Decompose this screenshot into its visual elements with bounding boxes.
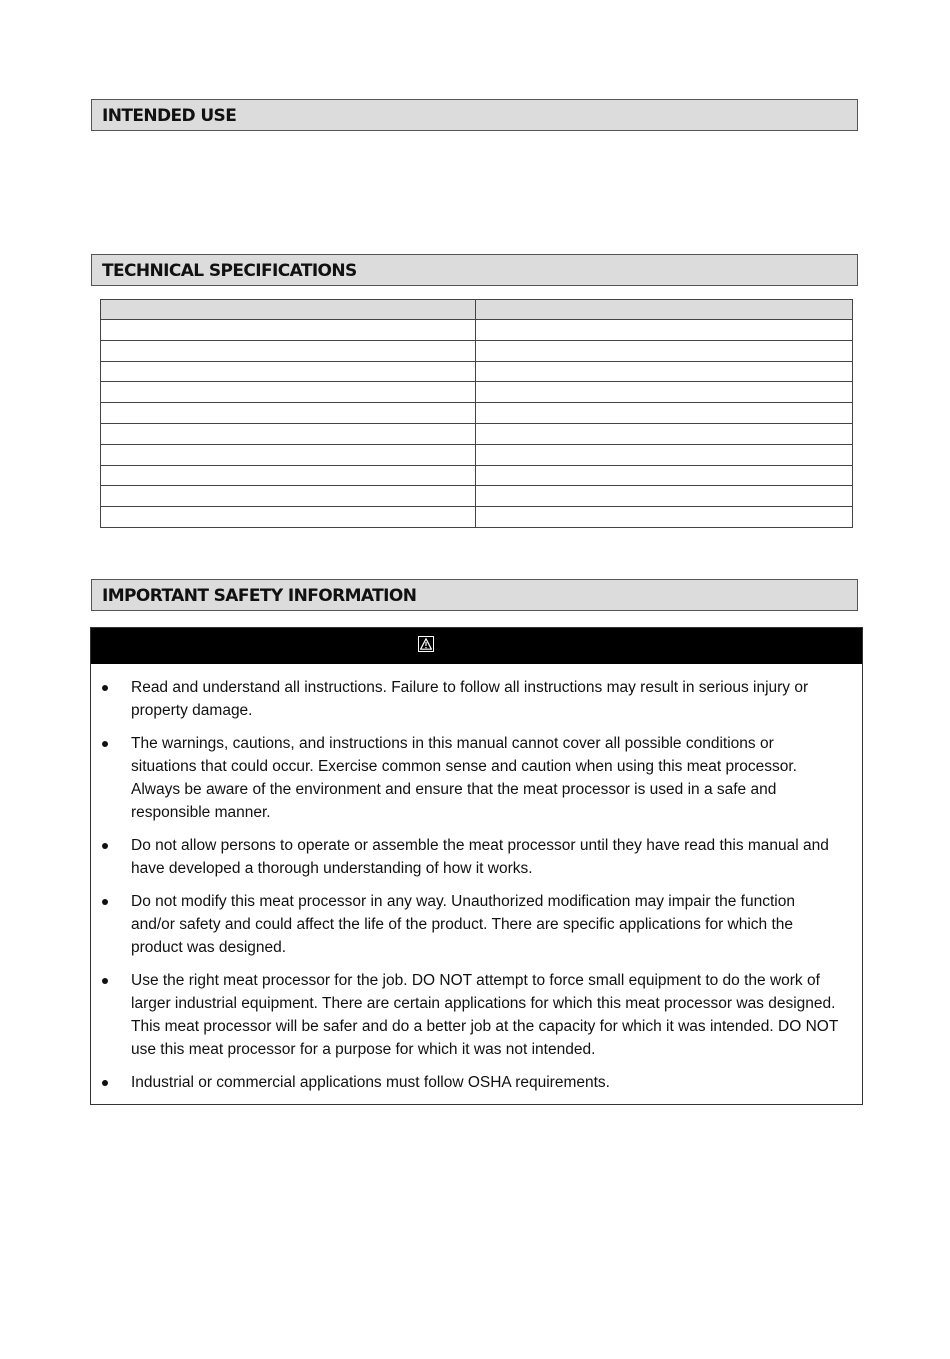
spec-value-cell (476, 403, 853, 424)
safety-warning-box (90, 627, 863, 1105)
spec-label-cell (101, 382, 476, 403)
list-item (91, 834, 862, 880)
safety-bullet-text: Do not allow persons to operate or assemble the meat processor until they have read this manual and have developed a thorough understanding of how it works. (131, 837, 829, 877)
table-row (101, 340, 853, 361)
safety-bullet-text: Do not modify this meat processor in any way. Unauthorized modification may impair the function and/or safety and could affect the life of the product. There are specific applications for which the product was designed. (131, 893, 795, 956)
bullet-icon (102, 1080, 108, 1086)
warning-banner (91, 628, 862, 664)
spec-value-cell (476, 423, 853, 444)
spec-value-cell (476, 465, 853, 486)
spec-label-cell (101, 403, 476, 424)
spec-value-cell (476, 507, 853, 528)
important-safety-heading: IMPORTANT SAFETY INFORMATION (91, 579, 858, 611)
table-row (101, 361, 853, 382)
spec-label-cell (101, 444, 476, 465)
bullet-icon (102, 685, 108, 691)
spec-value-cell (476, 340, 853, 361)
safety-bullet-text: Read and understand all instructions. Failure to follow all instructions may result in serious injury or property damage. (131, 679, 809, 719)
bullet-icon (102, 899, 108, 905)
list-item (91, 676, 862, 722)
spec-label-cell (101, 423, 476, 444)
table-row (101, 444, 853, 465)
bullet-icon (102, 843, 108, 849)
safety-bullet-text: Use the right meat processor for the job. DO NOT attempt to force small equipment to do the work of larger industrial equipment. There are certain applications for which this meat processor was designed. This meat processor will be safer and do a better job at the capacity for which it was intended. DO NOT use this meat processor for a purpose for which it was not intended. (131, 972, 839, 1058)
spec-value-cell (476, 320, 853, 341)
spec-label-cell (101, 320, 476, 341)
list-item (91, 1071, 862, 1094)
specifications-header-row (101, 300, 853, 320)
safety-bullet-text: Industrial or commercial applications must follow OSHA requirements. (131, 1074, 610, 1091)
spec-header-cell (476, 300, 853, 320)
spec-label-cell (101, 507, 476, 528)
technical-specifications-heading: TECHNICAL SPECIFICATIONS (91, 254, 858, 286)
list-item (91, 890, 862, 959)
list-item (91, 732, 862, 824)
spec-value-cell (476, 444, 853, 465)
bullet-icon (102, 978, 108, 984)
safety-bullet-list (91, 676, 862, 1104)
bullet-icon (102, 741, 108, 747)
spec-label-cell (101, 465, 476, 486)
spec-header-cell (101, 300, 476, 320)
intended-use-heading: INTENDED USE (91, 99, 858, 131)
spec-label-cell (101, 486, 476, 507)
table-row (101, 320, 853, 341)
list-item (91, 969, 862, 1061)
spec-value-cell (476, 486, 853, 507)
specifications-table (100, 299, 853, 528)
spec-value-cell (476, 382, 853, 403)
table-row (101, 382, 853, 403)
safety-bullet-text: The warnings, cautions, and instructions in this manual cannot cover all possible conditions or situations that could occur. Exercise common sense and caution when using this meat processor. Always be aware of the environment and ensure that the meat processor is used in a safe and responsible manner. (131, 735, 797, 821)
spec-value-cell (476, 361, 853, 382)
warning-triangle-icon (418, 636, 434, 652)
table-row (101, 423, 853, 444)
table-row (101, 486, 853, 507)
spec-label-cell (101, 361, 476, 382)
table-row (101, 403, 853, 424)
table-row (101, 507, 853, 528)
table-row (101, 465, 853, 486)
spec-label-cell (101, 340, 476, 361)
